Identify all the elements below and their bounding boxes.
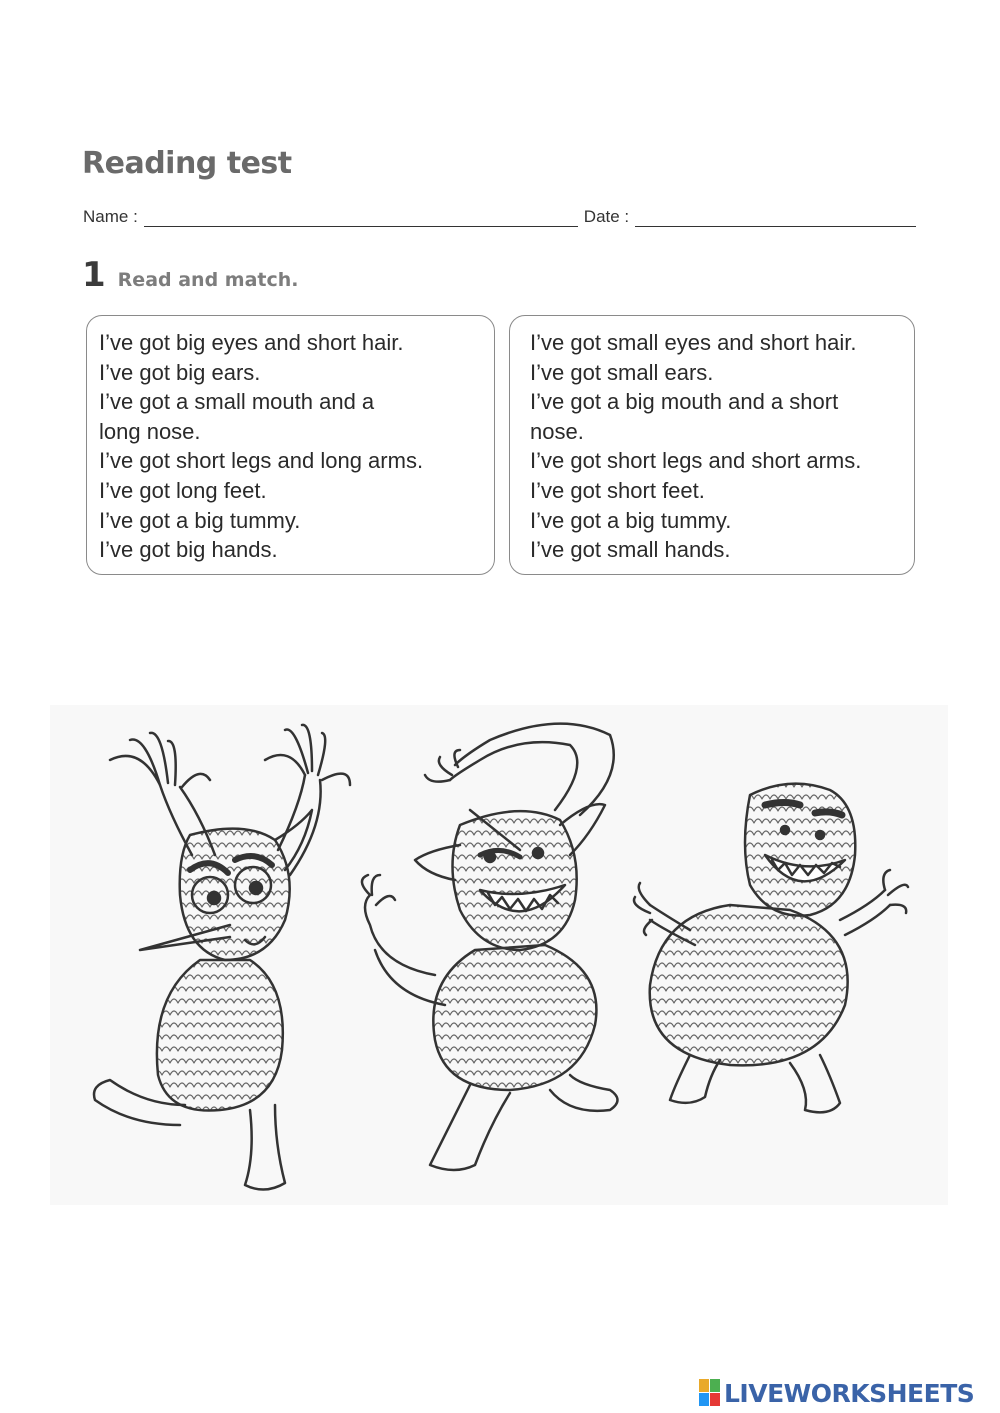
- monster-three: [634, 784, 908, 1113]
- monster-one: [94, 725, 350, 1190]
- description-line: I’ve got a big tummy.: [99, 507, 301, 533]
- description-line: I’ve got small ears.: [530, 359, 714, 385]
- footer-logo: [698, 1378, 974, 1408]
- exercise-instruction: Read and match.: [117, 269, 299, 291]
- description-line: I’ve got small eyes and short hair.: [530, 330, 857, 355]
- liveworksheets-logo-icon: [698, 1378, 722, 1408]
- description-line: I’ve got short legs and long arms.: [99, 448, 424, 474]
- description-line: I’ve got short feet.: [530, 477, 705, 503]
- description-line: nose.: [530, 418, 584, 444]
- date-field-line[interactable]: [635, 208, 916, 227]
- date-label: Date :: [583, 207, 630, 226]
- description-box-left: [86, 315, 495, 575]
- description-line: I’ve got short legs and short arms.: [530, 448, 862, 474]
- monsters-illustration-icon: [50, 705, 948, 1205]
- exercise-heading: [82, 255, 299, 295]
- name-label: Name :: [83, 207, 138, 226]
- liveworksheets-logo-text: LIVEWORKSHEETS: [724, 1378, 975, 1408]
- monster-two: [362, 724, 618, 1170]
- description-box-right: [509, 315, 915, 575]
- name-field-line[interactable]: [144, 208, 578, 227]
- name-date-row: [83, 203, 916, 227]
- description-line: I’ve got small hands.: [530, 537, 731, 563]
- description-line: I’ve got big eyes and short hair.: [99, 330, 404, 355]
- description-line: I’ve got a big tummy.: [530, 507, 732, 533]
- description-line: I’ve got a small mouth and a: [99, 389, 375, 415]
- description-line: I’ve got big ears.: [99, 359, 261, 385]
- description-line: I’ve got big hands.: [99, 537, 278, 563]
- description-line: I’ve got a big mouth and a short: [530, 389, 839, 415]
- description-line: I’ve got long feet.: [99, 477, 267, 503]
- exercise-number: 1: [82, 255, 106, 295]
- page-title: Reading test: [82, 146, 292, 181]
- description-line: long nose.: [99, 418, 201, 444]
